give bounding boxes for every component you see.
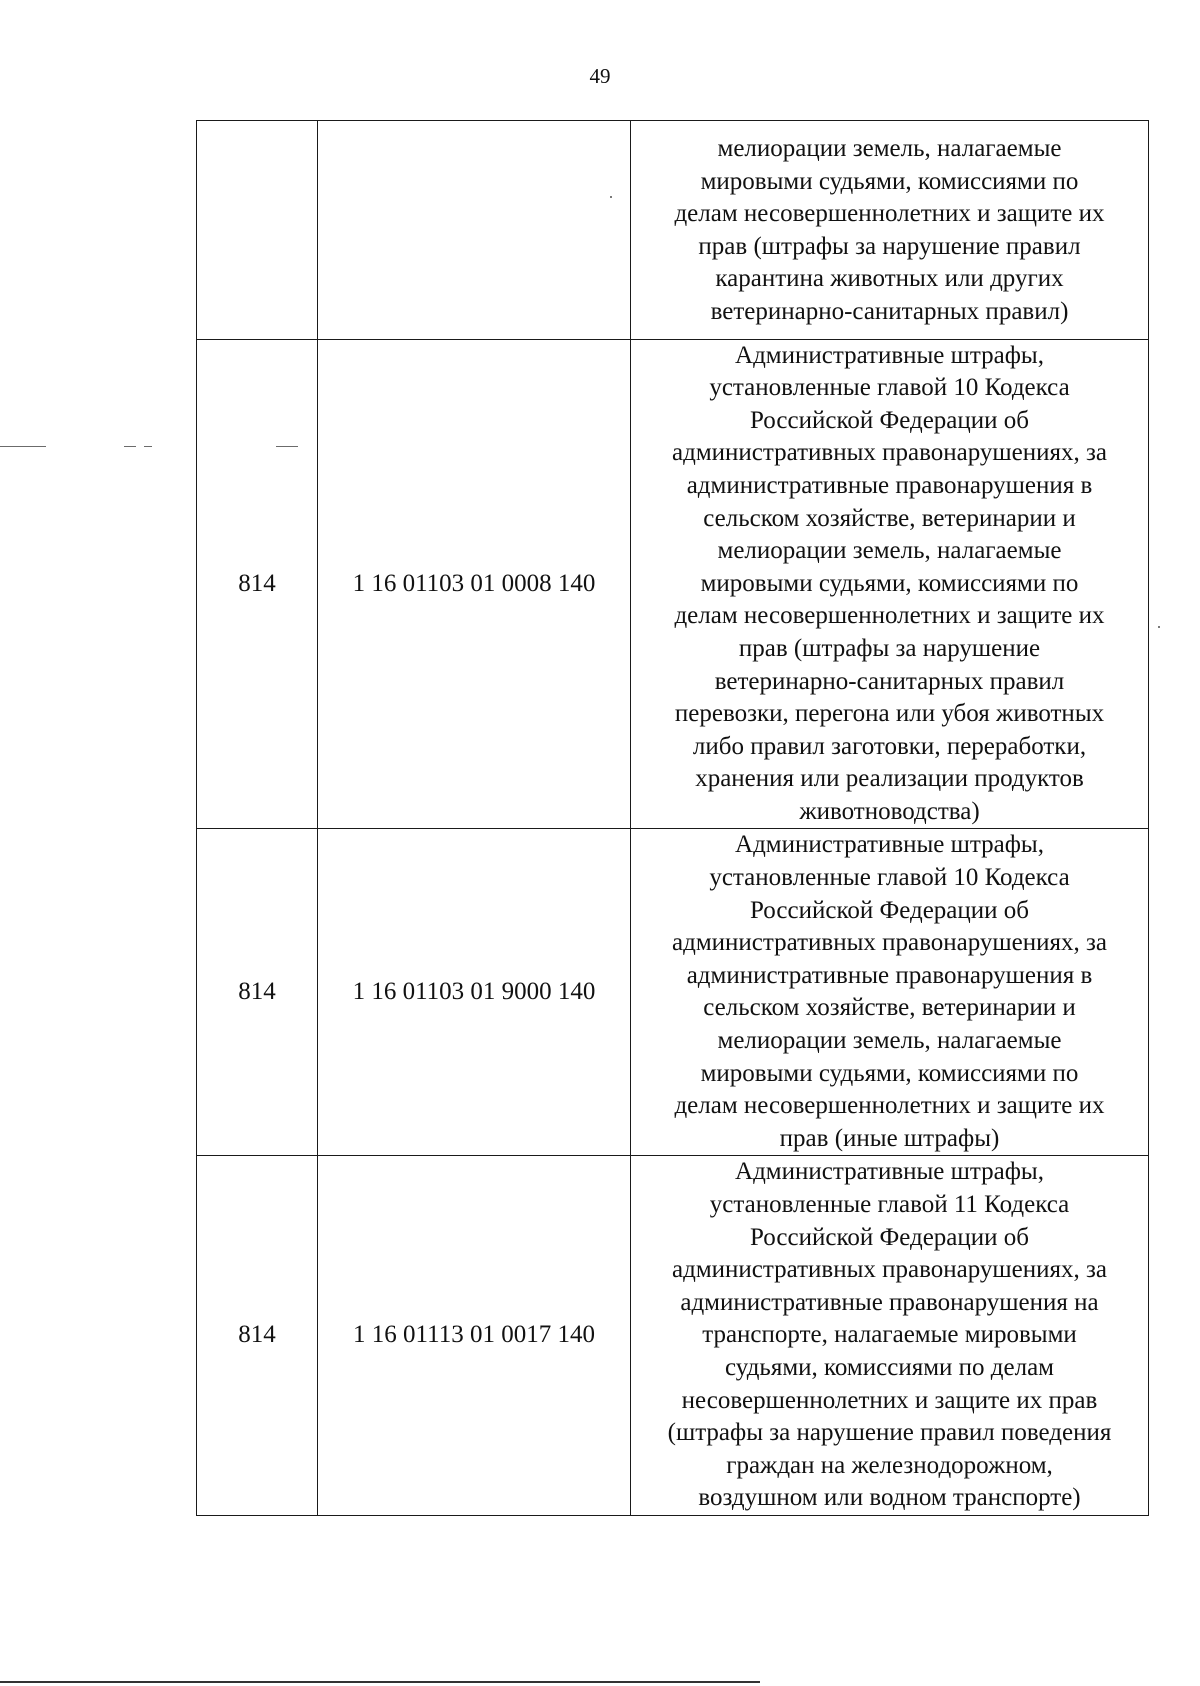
table-row: [197, 339, 1149, 829]
classification-table: [196, 120, 1149, 1516]
description-cell: [631, 121, 1149, 340]
description-line: несовершеннолетних и защите их прав: [681, 1386, 1098, 1414]
description-line: прав (иные штрафы): [779, 1124, 1000, 1152]
description-cell: [631, 339, 1149, 829]
budget-code-cell: 1 16 01103 01 0008 140: [318, 339, 631, 829]
admin-code-cell: [197, 121, 318, 340]
description-line: Российской Федерации об: [750, 1223, 1029, 1251]
description-line: установленные главой 10 Кодекса: [709, 864, 1070, 892]
description-line: ветеринарно-санитарных правил): [710, 297, 1069, 325]
scan-mark: [124, 446, 136, 447]
description-line: Административные штрафы,: [735, 1158, 1044, 1186]
description-line: прав (штрафы за нарушение правил: [698, 232, 1081, 260]
description-line: Административные штрафы,: [735, 341, 1044, 369]
description-line: Российской Федерации об: [750, 406, 1029, 434]
description-line: административных правонарушениях, за: [672, 439, 1107, 467]
description-line: Российской Федерации об: [750, 896, 1029, 924]
budget-code-cell: [318, 121, 631, 340]
description-line: сельском хозяйстве, ветеринарии и: [703, 994, 1076, 1022]
scan-dot: [1158, 626, 1160, 628]
scan-mark: [144, 446, 152, 447]
description-line: административных правонарушениях, за: [672, 929, 1107, 957]
budget-code-cell: 1 16 01113 01 0017 140: [318, 1156, 631, 1516]
description-line: делам несовершеннолетних и защите их: [674, 1092, 1105, 1120]
table-row: [197, 1156, 1149, 1516]
description-line: ветеринарно-санитарных правил: [714, 667, 1065, 695]
description-cell: [631, 829, 1149, 1156]
description-line: воздушном или водном транспорте): [698, 1484, 1081, 1512]
description-line: делам несовершеннолетних и защите их: [674, 200, 1105, 228]
description-line: граждан на железнодорожном,: [726, 1451, 1053, 1479]
description-cell: [631, 1156, 1149, 1516]
description-line: административных правонарушениях, за: [672, 1256, 1107, 1284]
table-row: [197, 829, 1149, 1156]
description-line: мировыми судьями, комиссиями по: [700, 1059, 1079, 1087]
description-line: Административные штрафы,: [735, 831, 1044, 859]
description-line: мировыми судьями, комиссиями по: [700, 167, 1079, 195]
description-line: животноводства): [799, 797, 980, 825]
page-number: 49: [589, 64, 611, 88]
description-line: мелиорации земель, налагаемые: [717, 1027, 1062, 1055]
description-line: хранения или реализации продуктов: [695, 765, 1084, 793]
description-line: карантина животных или других: [715, 265, 1064, 293]
admin-code-cell: 814: [197, 829, 318, 1156]
description-line: сельском хозяйстве, ветеринарии и: [703, 504, 1076, 532]
scan-mark: [0, 446, 46, 447]
budget-code-cell: 1 16 01103 01 9000 140: [318, 829, 631, 1156]
description-line: делам несовершеннолетних и защите их: [674, 602, 1105, 630]
description-line: перевозки, перегона или убоя животных: [674, 700, 1105, 728]
description-line: административные правонарушения на: [680, 1288, 1099, 1316]
description-line: установленные главой 11 Кодекса: [709, 1191, 1070, 1218]
description-line: прав (штрафы за нарушение: [738, 634, 1041, 662]
description-line: (штрафы за нарушение правил поведения: [667, 1419, 1112, 1447]
description-line: установленные главой 10 Кодекса: [709, 374, 1070, 402]
table-row: [197, 121, 1149, 340]
description-line: транспорте, налагаемые мировыми: [702, 1321, 1077, 1349]
description-line: административные правонарушения в: [686, 471, 1093, 499]
scan-edge-line: [0, 1681, 760, 1683]
description-line: либо правил заготовки, переработки,: [692, 732, 1087, 760]
description-line: мелиорации земель, налагаемые: [717, 537, 1062, 565]
description-line: мировыми судьями, комиссиями по: [700, 569, 1079, 597]
description-line: административные правонарушения в: [686, 961, 1093, 989]
description-line: судьями, комиссиями по делам: [725, 1353, 1054, 1381]
description-line: мелиорации земель, налагаемые: [717, 135, 1062, 162]
admin-code-cell: 814: [197, 339, 318, 829]
admin-code-cell: 814: [197, 1156, 318, 1516]
